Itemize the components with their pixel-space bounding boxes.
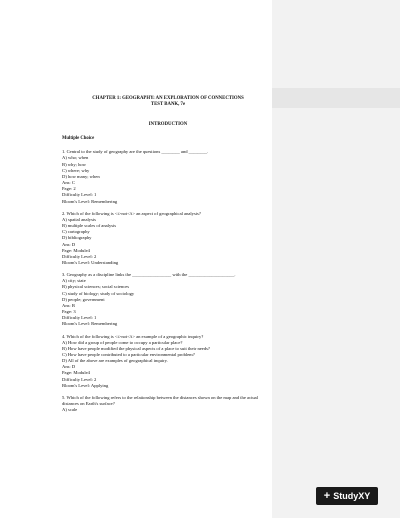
plus-icon: + (323, 490, 331, 502)
question-line: C) How have people contributed to a particular environmental problem? (62, 352, 195, 357)
question-line: Difficulty Level: 1 (62, 192, 97, 198)
section-heading: INTRODUCTION (148, 122, 188, 127)
comment-highlight (272, 88, 400, 108)
question-line: Page: 3 (62, 309, 76, 315)
question-line: Bloom's Level: Remembering (62, 198, 118, 204)
comment-margin-panel (272, 0, 400, 518)
question-line: B) physical sciences; social sciences (62, 284, 130, 290)
question-line: D) how many; when (62, 173, 100, 179)
question-line: B) multiple scales of analysis (62, 223, 117, 229)
question-line: A) scale (62, 407, 78, 413)
question-line: Bloom's Level: Applying (62, 382, 109, 388)
question-line: D) bibliography (62, 235, 92, 241)
question-text: 1. Central to the study of geography are the questions ________ and ________. (62, 149, 209, 155)
document-content (62, 96, 274, 419)
question-line: A) spatial analysis (62, 216, 96, 222)
question-line: Ans: D (62, 364, 76, 370)
question-line: Page: Module4 (62, 247, 90, 253)
question-list (62, 149, 274, 413)
question-line: D) All of the above are examples of geographical inquiry. (62, 358, 168, 364)
question-line: Page: 2 (62, 186, 76, 192)
question-4 (62, 334, 274, 389)
question-line: Bloom's Level: Remembering (62, 321, 118, 327)
question-line: D) people; government (62, 296, 105, 302)
question-line: C) where; why (62, 167, 90, 173)
logo-text: StudyXY (333, 491, 371, 501)
question-line: Difficulty Level: 1 (62, 315, 97, 321)
question-line: C) study of biology; study of sociology (62, 290, 135, 296)
subsection-heading: Multiple Choice (62, 136, 95, 142)
question-line: A) How did a group of people come to occupy a particular place? (62, 339, 183, 345)
question-line: Ans: B (62, 302, 75, 308)
question-text: 2. Which of the following is <i>not</i> an aspect of geographical analysis? (62, 210, 201, 216)
question-line: Bloom's Level: Understanding (62, 259, 119, 265)
question-line: Ans: C (62, 180, 75, 186)
question-text: 4. Which of the following is <i>not</i> an example of a geographic inquiry? (62, 333, 204, 339)
question-line: B) How have people modified the physical aspects of a place to suit their needs? (62, 345, 210, 351)
document-title-line-2: TEST BANK, 7e (150, 102, 186, 107)
question-2 (62, 211, 274, 266)
question-line: Page: Module4 (62, 370, 90, 376)
question-line: Difficulty Level: 2 (62, 253, 97, 259)
question-line: B) why; how (62, 161, 86, 167)
question-3 (62, 272, 274, 327)
question-line: A) who; when (62, 155, 89, 161)
question-line: C) cartography (62, 229, 90, 235)
question-line: Ans: D (62, 241, 76, 247)
document-title-line-1: CHAPTER 1: GEOGRAPHY: AN EXPLORATION OF CONNECTIONS (92, 96, 244, 101)
question-1 (62, 149, 274, 204)
question-text: 3. Geography as a discipline links the _________________ with the ____________________. (62, 272, 236, 278)
question-5 (62, 395, 274, 413)
question-line: Difficulty Level: 2 (62, 376, 97, 382)
question-line: A) city; state (62, 278, 86, 284)
question-text: 5. Which of the following refers to the relationship between the distances shown on the map and the actual distances on Earth's surface? (62, 394, 258, 407)
studyxy-logo (316, 487, 378, 505)
